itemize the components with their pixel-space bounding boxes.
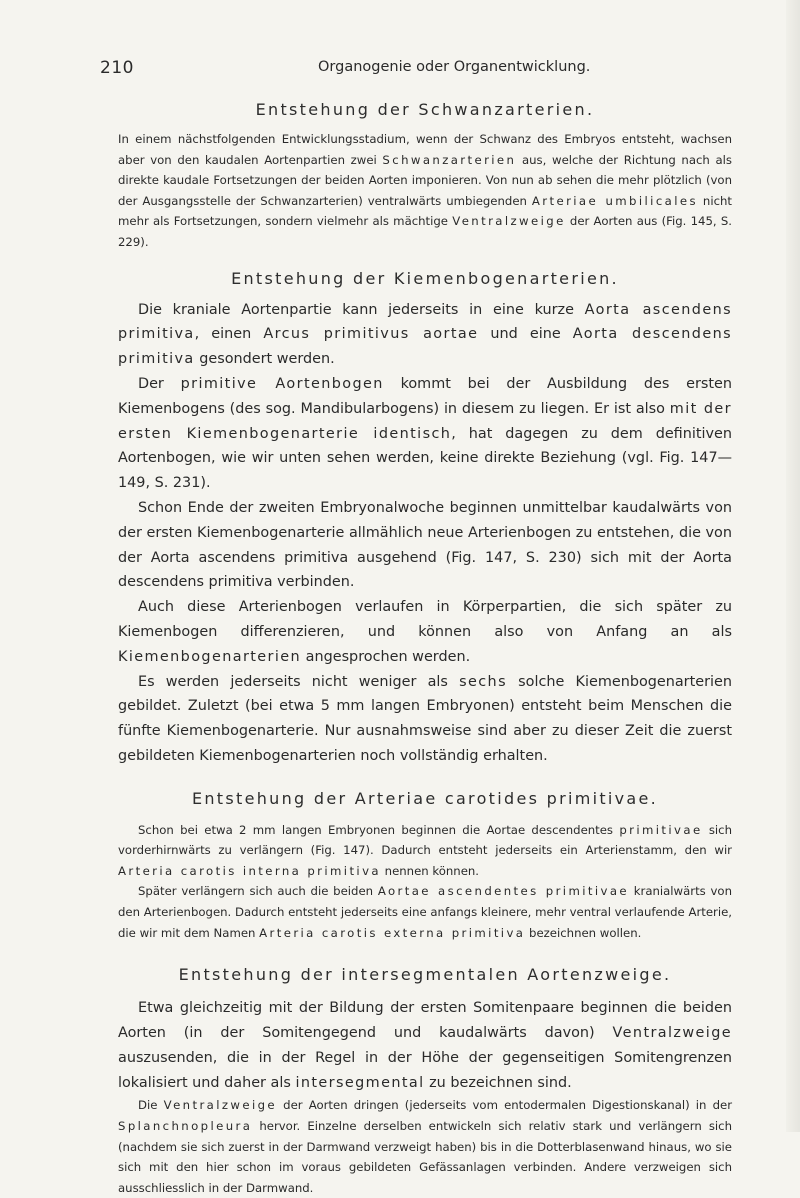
page-number: 210 bbox=[100, 58, 134, 78]
page-body bbox=[118, 100, 732, 1198]
paragraph-carotis-interna: Schon bei etwa 2 mm langen Embryonen beginnen die Aortae descendentes primitivae sich vorderhirnwärts zu verlängern (Fig. 147). Dadurch entsteht jederseits ein Arterienstamm, den wir Arteria carotis interna primitiva nennen können. bbox=[118, 822, 732, 878]
paragraph-somitenpaare: Etwa gleichzeitig mit der Bildung der ersten Somitenpaare beginnen die beiden Aorten (in der Somitengegend und kaudalwärts davon) Ventralzweige auszusenden, die in der Regel in der Höhe der gegenseitigen Somitengrenzen lokalisiert und daher als intersegmental zu bezeichnen sind. bbox=[118, 1000, 732, 1091]
paragraph-schwanzarterien: In einem nächstfolgenden Entwicklungsstadium, wenn der Schwanz des Embryos entsteht, wachsen aber von den kaudalen Aortenpartien zwei Schwanzarterien aus, welche der Richtung nach als direkte kaudale Fortsetzungen der beiden Aorten imponieren. Von nun ab sehen die mehr plötzlich (von der Ausgangsstelle der Schwanzarterien) ventralwärts umbiegenden Arteriae umbilicales nicht mehr als Fortsetzungen, sondern vielmehr als mächtige Ventralzweige der Aorten aus (Fig. 145, S. 229). bbox=[118, 132, 732, 249]
paragraph-carotis-externa: Später verlängern sich auch die beiden Aortae ascendentes primitivae kranialwärts von den Arterienbogen. Dadurch entsteht jederseits eine anfangs kleinere, mehr ventral verlaufende Arterie, die wir mit dem Namen Arteria carotis externa primitiva bezeichnen wollen. bbox=[118, 884, 732, 940]
heading-intersegmentale: Entstehung der intersegmentalen Aortenzweige. bbox=[178, 965, 672, 985]
paragraph-sechs: Es werden jederseits nicht weniger als sechs solche Kiemenbogenarterien gebildet. Zuletzt (bei etwa 5 mm langen Embryonen) entsteht beim Menschen die fünfte Kiemenbogenarterie. Nur ausnahmsweise sind aber zu dieser Zeit die zuerst gebildeten Kiemenbogenarterien noch vollständig erhalten. bbox=[118, 673, 732, 764]
running-title: Organogenie oder Organentwicklung. bbox=[318, 59, 591, 75]
heading-kiemenbogenarterien: Entstehung der Kiemenbogenarterien. bbox=[231, 268, 619, 288]
heading-schwanzarterien: Entstehung der Schwanzarterien. bbox=[255, 100, 595, 119]
paragraph-arterienbogen: Auch diese Arterienbogen verlaufen in Körperpartien, die sich später zu Kiemenbogen differenzieren, und können also von Anfang an als Kiemenbogenarterien angesprochen werden. bbox=[118, 599, 732, 665]
paragraph-embryonalwoche: Schon Ende der zweiten Embryonalwoche beginnen unmittelbar kaudalwärts von der ersten Kiemenbogenarterie allmählich neue Arterienbogen zu entstehen, die von der Aorta ascendens primitiva ausgehend (Fig. 147, S. 230) sich mit der Aorta descendens primitiva verbinden. bbox=[118, 499, 732, 591]
heading-carotides: Entstehung der Arteriae carotides primitivae. bbox=[191, 788, 659, 808]
paragraph-aortenbogen: Der primitive Aortenbogen kommt bei der Ausbildung des ersten Kiemenbogens (des sog. Mandibularbogens) in diesem zu liegen. Er ist also mit der ersten Kiemenbogenarterie identisch, hat dagegen zu dem definitiven Aortenbogen, wie wir unten sehen werden, keine direkte Beziehung (vgl. Fig. 147—149, S. 231). bbox=[118, 375, 732, 492]
paragraph-ventralzweige: Die Ventralzweige der Aorten dringen (jederseits vom entodermalen Digestionskanal) in der Splanchnopleura hervor. Einzelne derselben entwickeln sich relativ stark und verlängern sich (nachdem sie sich zuerst in der Darmwand verzweigt haben) bis in die Dotterblasenwand hinaus, wo sie sich mit den hier schon im voraus gebildeten Gefässanlagen verbinden. Andere verzweigen sich ausschliesslich in der Darmwand. bbox=[118, 1098, 733, 1195]
running-head bbox=[0, 58, 800, 88]
page-edge-shadow bbox=[786, 0, 800, 1132]
paragraph-aortenpartie: Die kraniale Aortenpartie kann jederseits in eine kurze Aorta ascendens primitiva, einen Arcus primitivus aortae und eine Aorta descendens primitiva gesondert werden. bbox=[118, 301, 732, 368]
